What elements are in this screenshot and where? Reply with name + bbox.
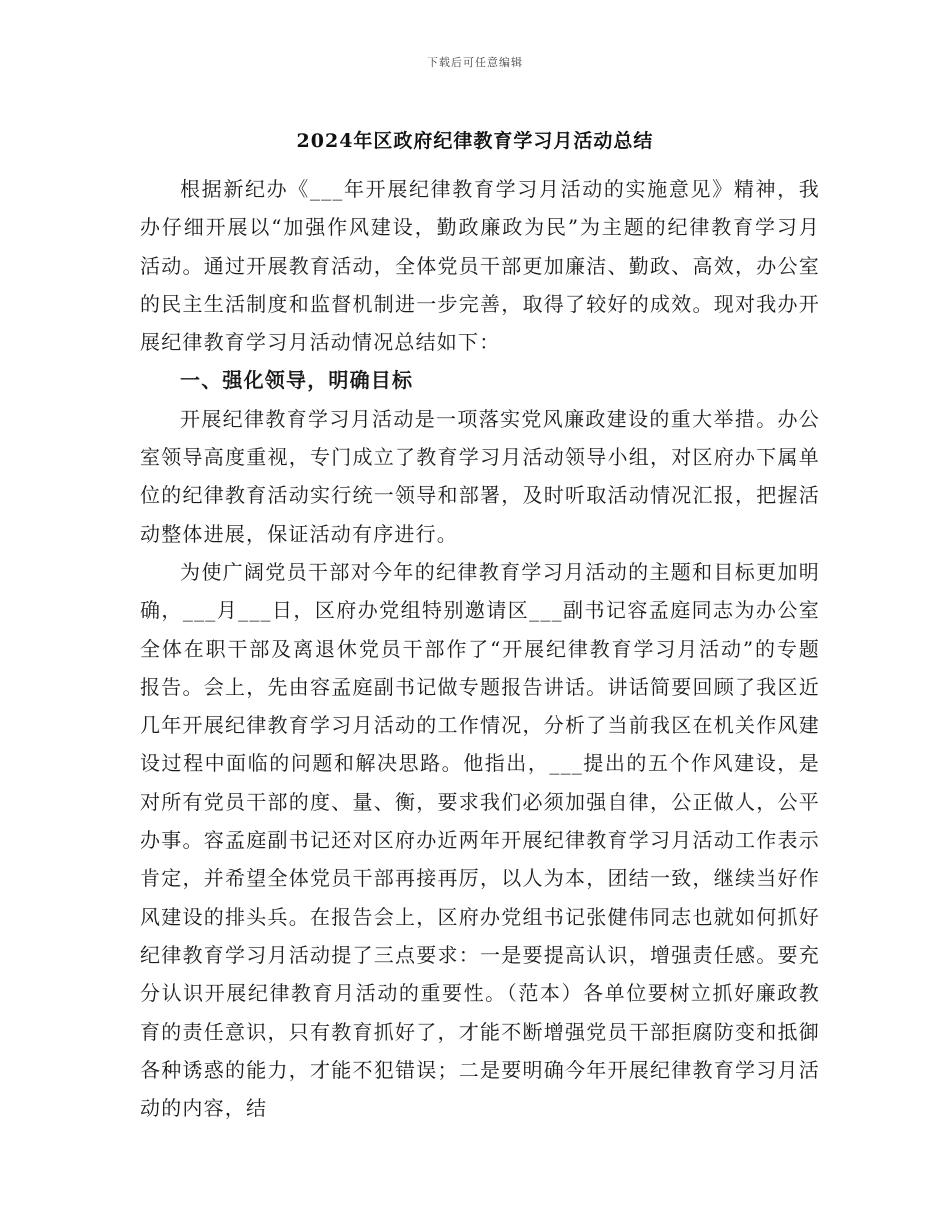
section-heading-1: 一、强化领导，明确目标	[180, 368, 414, 393]
paragraph-leadership: 开展纪律教育学习月活动是一项落实党风廉政建设的重大举措。办公室领导高度重视，专门成立了教育学习月活动领导小组，对区府办下属单位的纪律教育活动实行统一领导和部署，及时听取活动情况汇报，把握活动整体进展，保证活动有序进行。	[140, 406, 820, 546]
document-title: 2024年区政府纪律教育学习月活动总结	[296, 130, 654, 152]
paragraph-intro: 根据新纪办《___年开展纪律教育学习月活动的实施意见》精神，我办仔细开展以“加强作风建设，勤政廉政为民”为主题的纪律教育学习月活动。通过开展教育活动，全体党员干部更加廉洁、勤政、高效，办公室的民主生活制度和监督机制进一步完善，取得了较好的成效。现对我办开展纪律教育学习月活动情况总结如下：	[140, 177, 820, 355]
paragraph-report: 为使广阔党员干部对今年的纪律教育学习月活动的主题和目标更加明确，___月___日，区府办党组特别邀请区___副书记容孟庭同志为办公室全体在职干部及离退休党员干部作了“开展纪律教育学习月活动”的专题报告。会上，先由容孟庭副书记做专题报告讲话。讲话简要回顾了我区近几年开展纪律教育学习月活动的工作情况，分析了当前我区在机关作风建设过程中面临的问题和解决思路。他指出，___提出的五个作风建设，是对所有党员干部的度、量、衡，要求我们必须加强自律，公正做人，公平办事。容孟庭副书记还对区府办近两年开展纪律教育学习月活动工作表示肯定，并希望全体党员干部再接再厉，以人为本，团结一致，继续当好作风建设的排头兵。在报告会上，区府办党组书记张健伟同志也就如何抓好纪律教育学习月活动提了三点要求：一是要提高认识，增强责任感。要充分认识开展纪律教育月活动的重要性。（范本）各单位要树立抓好廉政教育的责任意识，只有教育抓好了，才能不断增强党员干部拒腐防变和抵御各种诱惑的能力，才能不犯错误；二是要明确今年开展纪律教育学习月活动的内容，结	[140, 559, 820, 1121]
header-note: 下载后可任意编辑	[427, 56, 523, 69]
document-body	[140, 170, 820, 1127]
